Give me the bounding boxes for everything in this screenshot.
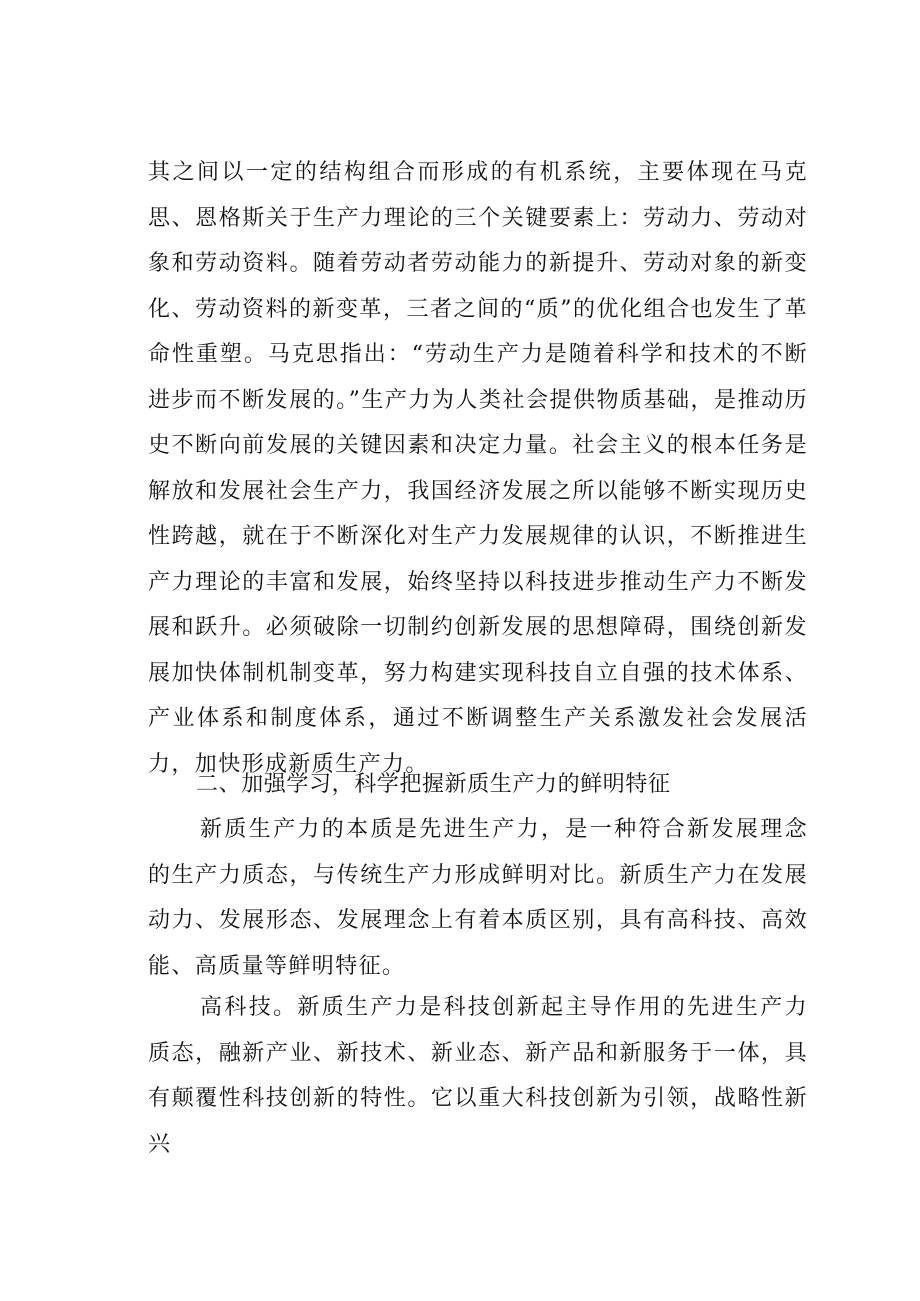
body-paragraph-intro: 新质生产力的本质是先进生产力，是一种符合新发展理念的生产力质态，与传统生产力形成鲜明对比。新质生产力在发展动力、发展形态、发展理念上有着本质区别，具有高科技、高效能、高质量等鲜明特征。 <box>148 817 808 979</box>
section-heading: 二、加强学习，科学把握新质生产力的鲜明特征 <box>196 772 671 797</box>
body-paragraph-high-tech: 高科技。新质生产力是科技创新起主导作用的先进生产力质态，融新产业、新技术、新业态、新产品和新服务于一体，具有颠覆性科技创新的特性。它以重大科技创新为引领，战略性新兴 <box>148 995 808 1157</box>
body-paragraph-continued: 其之间以一定的结构组合而形成的有机系统，主要体现在马克思、恩格斯关于生产力理论的三个关键要素上：劳动力、劳动对象和劳动资料。随着劳动者劳动能力的新提升、劳动对象的新变化、劳动资料的新变革，三者之间的“质”的优化组合也发生了革命性重塑。马克思指出：“劳动生产力是随着科学和技术的不断进步而不断发展的。”生产力为人类社会提供物质基础，是推动历史不断向前发展的关键因素和决定力量。社会主义的根本任务是解放和发展社会生产力，我国经济发展之所以能够不断实现历史性跨越，就在于不断深化对生产力发展规律的认识，不断推进生产力理论的丰富和发展，始终坚持以科技进步推动生产力不断发展和跃升。必须破除一切制约创新发展的思想障碍，围绕创新发展加快体制机制变革，努力构建实现科技自立自强的技术体系、产业体系和制度体系，通过不断调整生产关系激发社会发展活力，加快形成新质生产力。 <box>148 160 808 777</box>
